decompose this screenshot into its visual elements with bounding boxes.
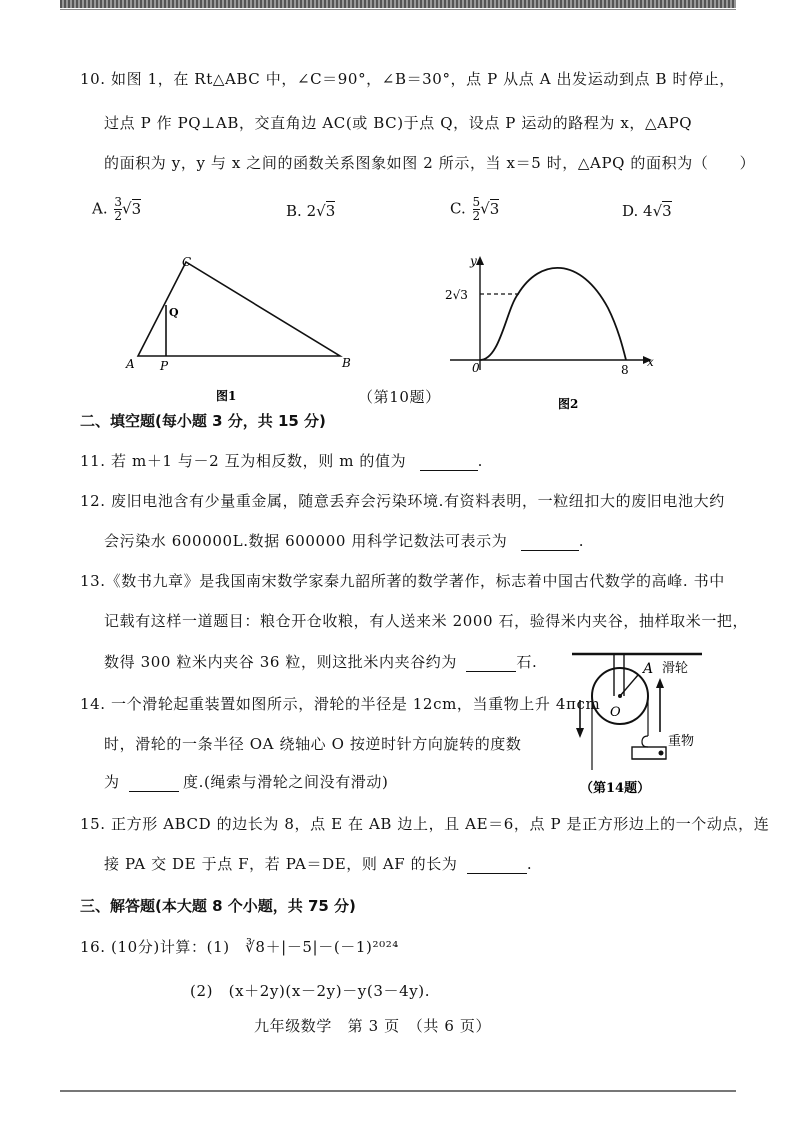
q13-line1: 13.《数书九章》是我国南宋数学家秦九韶所著的数学著作，标志着中国古代数学的高峰. 书中 [80,572,725,590]
label-c: C [182,255,192,269]
section-2-heading: 二、填空题(每小题 3 分，共 15 分) [80,412,326,430]
q16-line2: (2) (x＋2y)(x－2y)－y(3－4y). [190,982,431,1000]
top-border-line [60,9,736,10]
q14-line1: 14. 一个滑轮起重装置如图所示，滑轮的半径是 12cm，当重物上升 4πcm [80,695,601,713]
top-border [60,0,736,8]
bottom-border-line [60,1090,736,1092]
q13-line3: 数得 300 粒米内夹谷 36 粒，则这批米内夹谷约为 石. [104,653,538,671]
q13-line2: 记载有这样一道题目：粮仓开仓收粮，有人送来米 2000 石，验得米内夹谷，抽样取米一把， [104,612,749,630]
pulley-label: 滑轮 [662,661,689,676]
label-a: A [643,661,654,677]
label-origin: 0 [472,361,480,375]
label-q: Q [169,306,179,319]
weight-label: 重物 [668,734,695,749]
hook [642,736,648,747]
q10-option-b[interactable]: B. 2√3 [286,202,336,220]
q10-option-a[interactable]: A. $\frac{3}{2}$ √3 [92,195,142,223]
label-y: y [470,254,477,268]
q13-answer-blank[interactable] [466,657,516,672]
q14-caption: （第14题） [580,781,651,796]
q12-line2: 会污染水 600000L.数据 600000 用科学记数法可表示为 . [104,532,585,550]
label-a: A [126,357,135,371]
q10-line3: 的面积为 y，y 与 x 之间的函数关系图象如图 2 所示，当 x＝5 时，△APQ 的面积为（ ） [104,154,756,172]
q10-line1: 10. 如图 1，在 Rt△ABC 中，∠C＝90°，∠B＝30°，点 P 从点 A 出发运动到点 B 时停止， [80,70,735,88]
weight-dot [659,751,664,756]
q14-line3: 为 度.(绳索与滑轮之间没有滑动) [104,773,389,791]
up-arrow-head [656,678,664,688]
y-axis-arrow [476,256,484,265]
q10-option-c[interactable]: C. $\frac{5}{2}$ √3 [450,195,500,223]
q16-line1: 16. (10分)计算：(1) ∛8＋|－5|－(－1)²⁰²⁴ [80,938,399,956]
down-arrow-head [576,728,584,738]
q15-line2: 接 PA 交 DE 于点 F，若 PA＝DE，则 AF 的长为 . [104,855,533,873]
q10-figure2 [440,248,665,413]
q14-line2: 时，滑轮的一条半径 OA 绕轴心 O 按逆时针方向旋转的度数 [104,735,522,753]
q11-text: 11. 若 m＋1 与－2 互为相反数，则 m 的值为 [80,452,407,470]
q11-answer-blank[interactable] [420,456,478,471]
pulley-center [618,694,622,698]
q14-answer-blank[interactable] [129,777,179,792]
label-b: B [342,356,351,370]
figure1-caption: 图1 [216,389,237,403]
section-3-heading: 三、解答题(本大题 8 个小题，共 75 分) [80,897,356,915]
label-x-end: 8 [621,363,629,377]
q10-figure1 [110,250,360,405]
q15-answer-blank[interactable] [467,859,527,874]
q12-answer-blank[interactable] [521,536,579,551]
label-y-value: 2√3 [445,288,468,302]
q10-line2: 过点 P 作 PQ⊥AB，交直角边 AC(或 BC)于点 Q，设点 P 运动的路程为 x，△APQ [104,114,693,132]
label-x: x [647,355,654,369]
q15-line1: 15. 正方形 ABCD 的边长为 8，点 E 在 AB 边上，且 AE＝6，点 P 是正方形边上的一个动点，连 [80,815,770,833]
page-footer: 九年级数学 第 3 页 （共 6 页） [254,1017,492,1035]
q11: 11. 若 m＋1 与－2 互为相反数，则 m 的值为 . [80,452,483,470]
label-p: P [160,359,169,373]
label-o: O [610,705,621,720]
function-curve [480,268,626,360]
q10-caption: （第10题） [358,388,441,406]
radius-oa [620,675,638,696]
figure2-caption: 图2 [558,397,579,411]
q12-line1: 12. 废旧电池含有少量重金属，随意丢弃会污染环境.有资料表明，一粒纽扣大的废旧电池大约 [80,492,725,510]
q10-option-d[interactable]: D. 4√3 [622,202,672,220]
q14-figure [570,650,710,800]
